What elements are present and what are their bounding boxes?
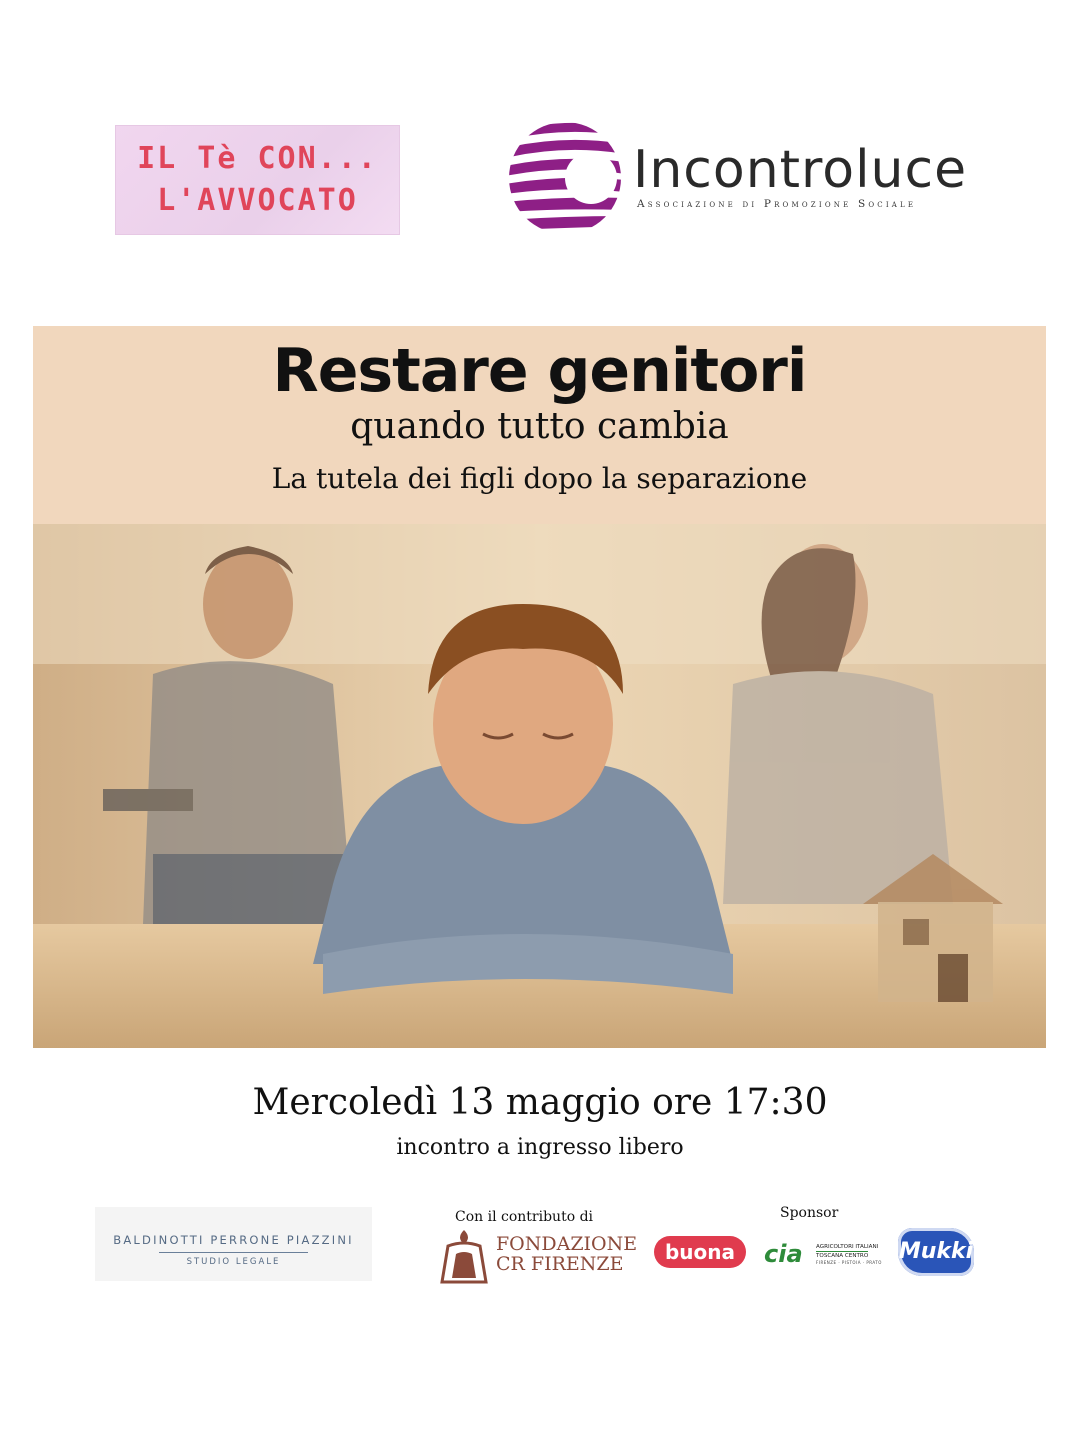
- page-tagline: La tutela dei figli dopo la separazione: [271, 462, 808, 495]
- title-band: [33, 326, 1046, 524]
- cia-logo: [764, 1240, 882, 1270]
- cia-line1: AGRICOLTORI ITALIANI: [816, 1244, 879, 1250]
- fondazione-line1: FONDAZIONE: [496, 1233, 638, 1255]
- incontroluce-mark-icon: [505, 118, 625, 238]
- incontroluce-subtitle: Associazione di Promozione Sociale: [637, 198, 917, 210]
- law-firm-divider: [159, 1252, 308, 1253]
- contribution-label: Con il contributo di: [455, 1209, 594, 1225]
- sponsor-label: Sponsor: [780, 1205, 839, 1221]
- law-firm-logo: [95, 1207, 372, 1281]
- incontroluce-name: Incontroluce: [633, 140, 968, 200]
- fondazione-line2: CR FIRENZE: [496, 1253, 624, 1275]
- page-title: Restare genitori: [272, 336, 807, 406]
- fondazione-emblem-icon: [438, 1228, 490, 1284]
- cia-mark: cia: [764, 1240, 803, 1268]
- tea-logo-line1: IL Tè CON...: [137, 141, 378, 176]
- event-note: incontro a ingresso libero: [396, 1135, 684, 1160]
- fondazione-cr-firenze-logo: [438, 1228, 638, 1284]
- hero-image: [33, 524, 1046, 1048]
- law-firm-subtitle: STUDIO LEGALE: [186, 1257, 281, 1267]
- fondazione-name: [496, 1234, 637, 1274]
- cia-line3: FIRENZE · PISTOIA · PRATO: [816, 1260, 882, 1265]
- tea-con-avvocato-logo: [115, 125, 400, 235]
- family-separation-illustration: [33, 524, 1046, 1048]
- law-firm-name: BALDINOTTI PERRONE PIAZZINI: [113, 1233, 354, 1247]
- event-date: Mercoledì 13 maggio ore 17:30: [252, 1082, 828, 1123]
- tea-logo-line2: L'AVVOCATO: [157, 183, 358, 218]
- buona-logo: buona: [654, 1236, 746, 1268]
- cia-line2: TOSCANA CENTRO: [816, 1253, 869, 1259]
- mukki-logo: Mukki: [898, 1228, 974, 1276]
- page-subtitle: quando tutto cambia: [350, 406, 729, 447]
- incontroluce-logo: [505, 118, 968, 238]
